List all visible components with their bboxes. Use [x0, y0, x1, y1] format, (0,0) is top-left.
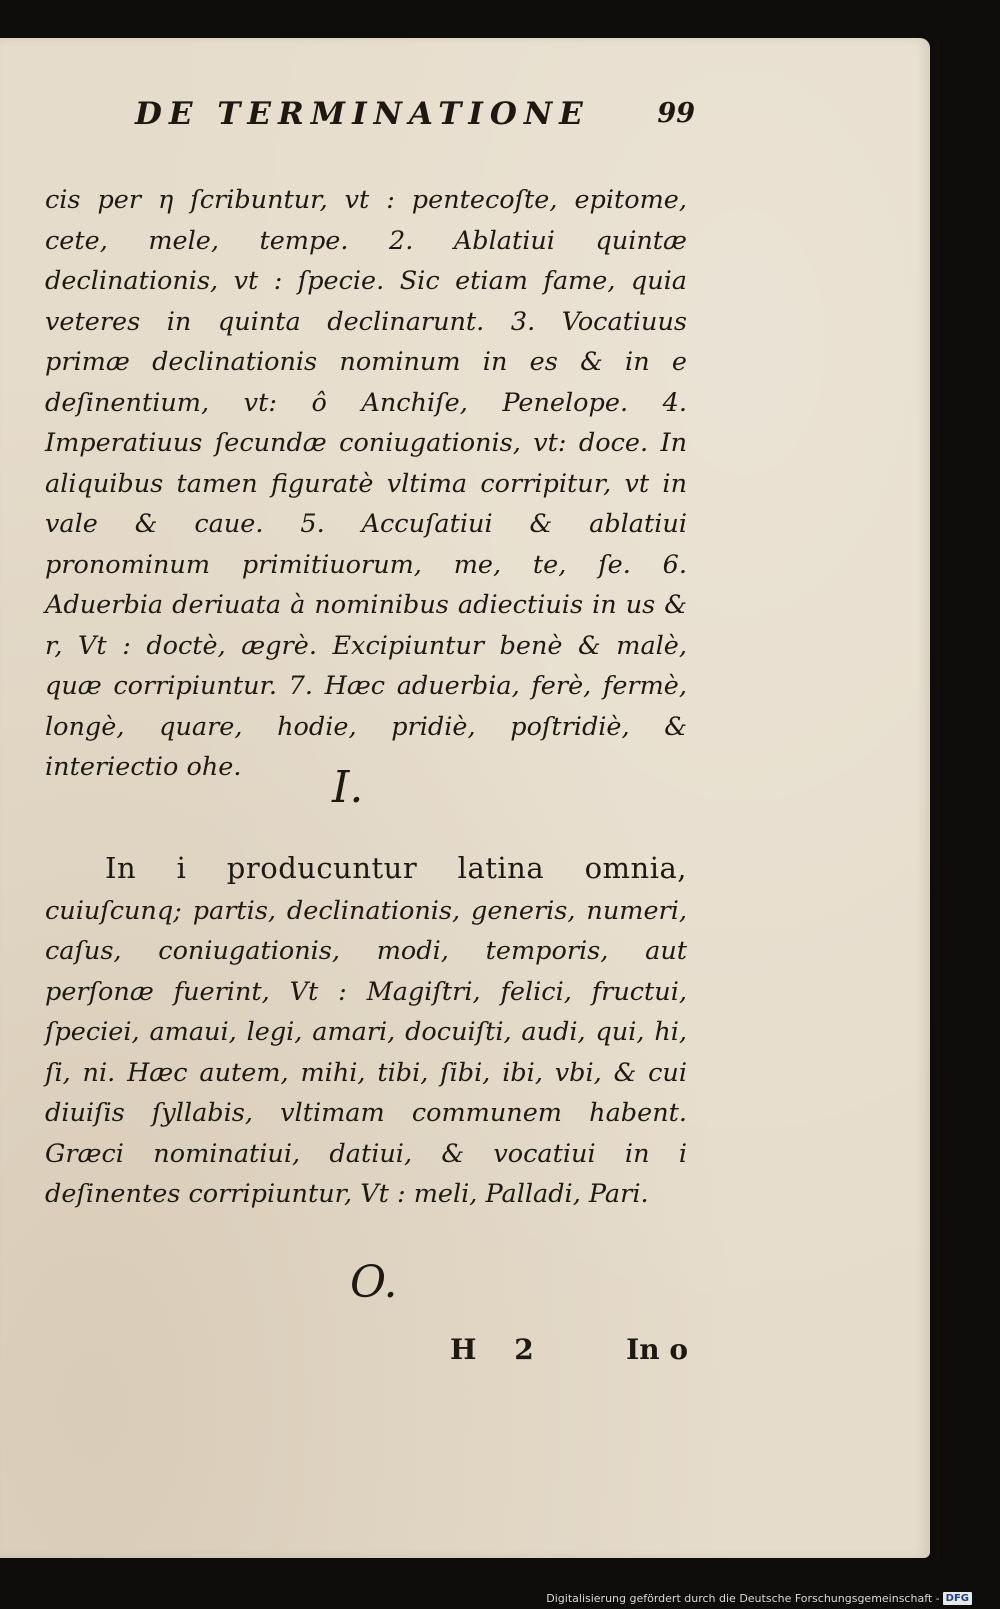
paragraph-body: cuiuſcunq; partis, declinationis, generis, numeri, caſus, coniugationis, modi, temporis, aut perſonæ fuerint, Vt : Magiſtri, felici, fructui, ſpeciei, amaui, legi, amari, docuiſti, audi, qui, hi, ſi, ni. Hæc autem, mihi, tibi, ſibi, ibi, vbi, & cui diuiſis ſyllabis, vltimam communem habent. Græci nominatiui, datiui, & vocatiui in i deſinentes corripiuntur, Vt : meli, Palladi, Pari.: [45, 895, 687, 1209]
paragraph-lead: In i producuntur latina omnia,: [105, 851, 687, 885]
section-heading-o: O.: [350, 1257, 398, 1308]
catchword: In o: [626, 1333, 688, 1366]
signature-mark: H 2: [450, 1333, 548, 1366]
paragraph-e-endings: cis per η ſcribuntur, vt : pentecoſte, epitome, cete, mele, tempe. 2. Ablatiui quintæ declinationis, vt : ſpecie. Sic etiam fame, quia veteres in quinta declinarunt. 3. Vocatiuus primæ declinationis nominum in es & in e deſinentium, vt: ô Anchiſe, Penelope. 4. Imperatiuus ſecundæ coniugationis, vt: doce. In aliquibus tamen figuratè vltima corripitur, vt in vale & caue. 5. Accuſatiui & ablatiui pronominum primitiuorum, me, te, ſe. 6. Aduerbia deriuata à nominibus adiectiuis in us & r, Vt : doctè, ægrè. Excipiuntur benè & malè, quæ corripiuntur. 7. Hæc aduerbia, ferè, fermè, longè, quare, hodie, pridiè, poſtridiè, & interiectio ohe.: [45, 185, 687, 782]
page-header: [135, 96, 695, 140]
paragraph-i-endings: [45, 848, 687, 1215]
page-edge-shadow: [934, 40, 940, 1560]
section-heading-i: I.: [332, 762, 364, 813]
dfg-logo-icon: DFG: [943, 1592, 972, 1605]
credit-text: Digitalisierung gefördert durch die Deutsche Forschungsgemeinschaft -: [546, 1592, 940, 1605]
page-footer: [450, 1333, 700, 1369]
running-title: DE TERMINATIONE: [135, 96, 590, 132]
page-number: 99: [657, 98, 695, 129]
digitization-credit: [546, 1592, 972, 1605]
